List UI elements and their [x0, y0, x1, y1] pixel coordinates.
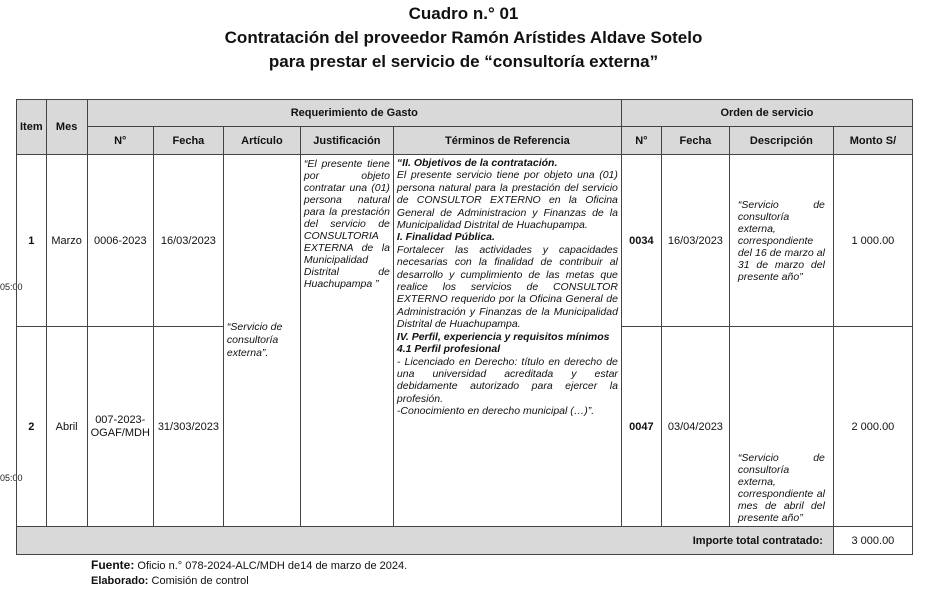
row-2-item: 2	[17, 327, 47, 527]
row-1-os-n: 0034	[621, 155, 661, 327]
terminos-heading-3: IV. Perfil, experiencia y requisitos mínimos	[396, 330, 610, 343]
terminos-paragraph-3: - Licenciado en Derecho: título en derecho de una universidad acreditada y estar debidamente autorizado para ejercer la profesión.	[396, 355, 618, 405]
row-2-descripcion: “Servicio de consultoría externa, correspondiente al mes de abril del presente año”	[729, 327, 833, 527]
contract-table	[16, 99, 913, 555]
fuente-label: Fuente:	[91, 558, 135, 572]
header-requerimiento: Requerimiento de Gasto	[87, 100, 621, 127]
row-2-os-fecha: 03/04/2023	[661, 327, 729, 527]
header-mes: Mes	[46, 100, 87, 155]
row-2-req-n: 007-2023-OGAF/MDH	[87, 327, 153, 527]
fuente-text: Oficio n.° 078-2024-ALC/MDH de14 de marzo de 2024.	[134, 560, 408, 572]
table-row	[17, 155, 913, 327]
header-item: Item	[17, 100, 47, 155]
header-monto: Monto S/	[833, 127, 912, 155]
row-2-req-fecha: 31/303/2023	[153, 327, 223, 527]
total-label: Importe total contratado:	[17, 527, 834, 555]
header-articulo: Artículo	[223, 127, 300, 155]
terminos-heading-2: I. Finalidad Pública.	[396, 231, 495, 244]
total-value: 3 000.00	[833, 527, 912, 555]
row-1-req-n: 0006-2023	[87, 155, 153, 327]
footer-elaborado	[91, 575, 249, 587]
row-1-os-fecha: 16/03/2023	[661, 155, 729, 327]
terminos-paragraph-4: -Conocimiento en derecho municipal (…)”.	[396, 405, 595, 418]
elaborado-text: Comisión de control	[148, 575, 249, 587]
title-line-3: para prestar el servicio de “consultoría externa”	[268, 52, 659, 71]
title-line-1: Cuadro n.° 01	[408, 4, 519, 23]
header-fecha-req: Fecha	[153, 127, 223, 155]
row-1-mes: Marzo	[46, 155, 87, 327]
header-fecha-os: Fecha	[661, 127, 729, 155]
row-2-mes: Abril	[46, 327, 87, 527]
row-1-item: 1	[17, 155, 47, 327]
row-1-monto: 1 000.00	[833, 155, 912, 327]
terminos-heading-1: “II. Objetivos de la contratación.	[396, 157, 558, 169]
terminos-paragraph-1: El presente servicio tiene por objeto una (01) persona natural para la prestación del servicio de CONSULTOR EXTERNO en la Oficina General de Administracion y Finanzas de la Municipalidad Distrital de Huachupampa.	[396, 169, 618, 232]
header-justificacion: Justificación	[300, 127, 393, 155]
row-2-os-n: 0047	[621, 327, 661, 527]
terminos-paragraph-2: Fortalecer las actividades y capacidades necesarias con la finalidad de contribuir al desarrollo y cumplimiento de las metas que realice los servicios de CONSULTOR EXTERNO requerido por la Oficina General de Administración y Finanzas de la Municipalidad Distrital de Huachupampa.	[396, 243, 618, 331]
side-mark-1: 05:00	[0, 282, 23, 292]
footer-fuente	[91, 558, 407, 572]
terminos-cell	[393, 155, 621, 527]
terminos-heading-4: 4.1 Perfil profesional	[396, 343, 501, 356]
row-1-req-fecha: 16/03/2023	[153, 155, 223, 327]
header-n-os: N°	[621, 127, 661, 155]
justificacion-cell: “El presente tiene por objeto contratar una (01) persona natural para la prestación del servicio de CONSULTORIA EXTERNA de la Municipalidad Distrital de Huachupampa ”	[300, 155, 393, 527]
row-1-descripcion: “Servicio de consultoría externa, correspondiente del 16 de marzo al 31 de marzo del presente año”	[729, 155, 833, 327]
row-2-monto: 2 000.00	[833, 327, 912, 527]
elaborado-label: Elaborado:	[91, 575, 149, 587]
header-orden: Orden de servicio	[621, 100, 912, 127]
title-line-2: Contratación del proveedor Ramón Arístides Aldave Sotelo	[224, 28, 703, 47]
header-n-req: N°	[87, 127, 153, 155]
side-mark-2: 05:00	[0, 473, 23, 483]
header-terminos: Términos de Referencia	[393, 127, 621, 155]
header-descripcion: Descripción	[729, 127, 833, 155]
articulo-cell: “Servicio de consultoría externa”.	[223, 155, 300, 527]
